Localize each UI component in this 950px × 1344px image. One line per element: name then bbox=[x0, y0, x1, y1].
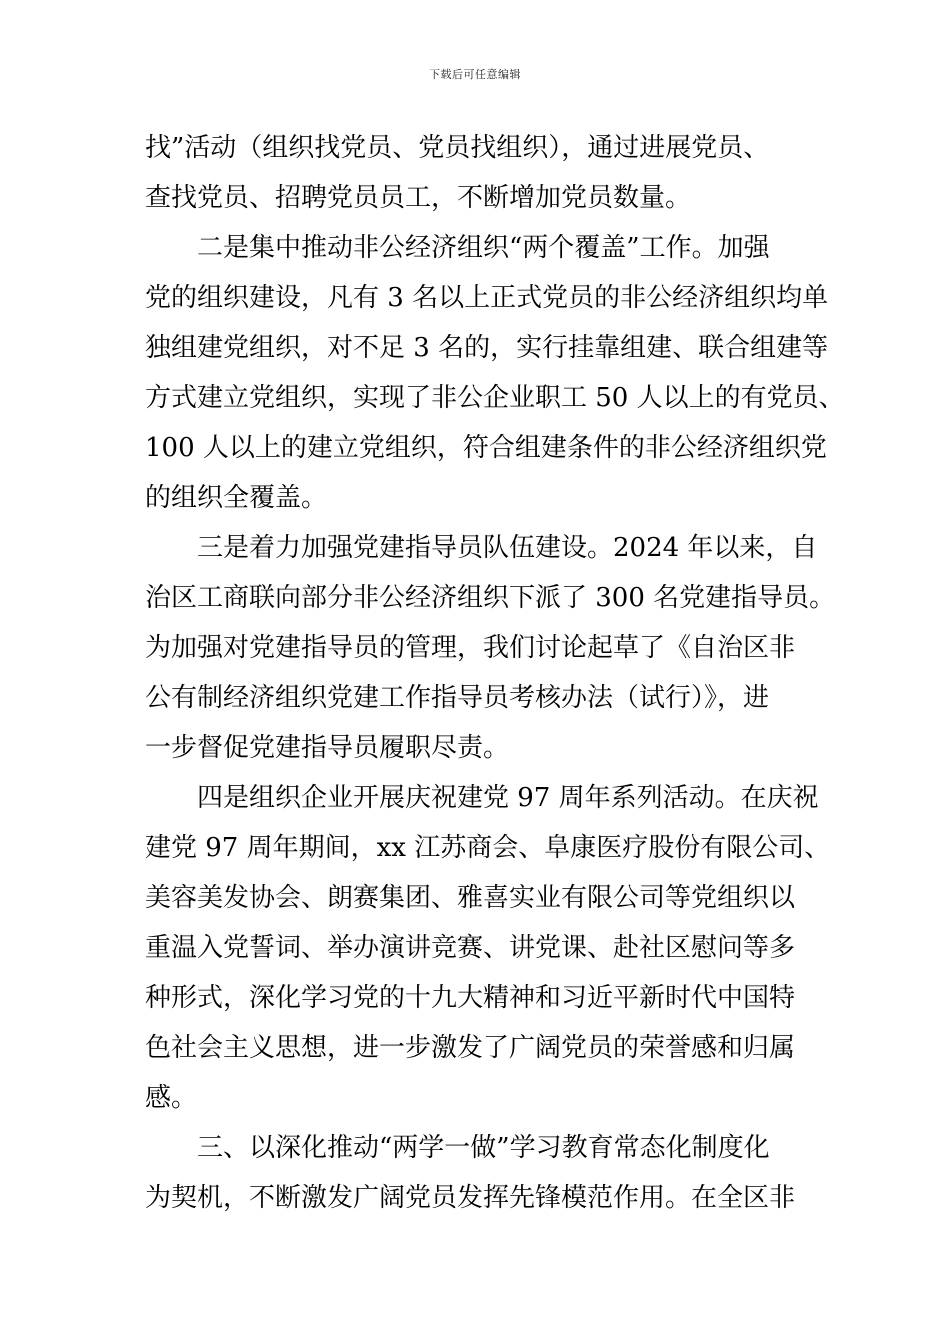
text-line: 重温入党誓词、举办演讲竞赛、讲党课、赴社区慰问等多 bbox=[145, 933, 796, 963]
text-line: 一步督促党建指导员履职尽责。 bbox=[145, 733, 510, 763]
text-line: 四是组织企业开展庆祝建党 97 周年系列活动。在庆祝 bbox=[197, 783, 819, 813]
text-line: 建党 97 周年期间，xx 江苏商会、阜康医疗股份有限公司、 bbox=[145, 833, 831, 863]
text-line: 方式建立党组织，实现了非公企业职工 50 人以上的有党员、 bbox=[145, 383, 845, 413]
text-line: 的组织全覆盖。 bbox=[145, 483, 328, 513]
text-line: 公有制经济组织党建工作指导员考核办法（试行）》，进 bbox=[145, 683, 770, 713]
text-line: 100 人以上的建立党组织，符合组建条件的非公经济组织党 bbox=[145, 433, 827, 463]
text-line: 色社会主义思想，进一步激发了广阔党员的荣誉感和归属 bbox=[145, 1033, 796, 1063]
text-line: 三、以深化推动“两学一做”学习教育常态化制度化 bbox=[197, 1133, 770, 1163]
text-line: 美容美发协会、朗赛集团、雅喜实业有限公司等党组织以 bbox=[145, 883, 796, 913]
text-line: 找”活动（组织找党员、党员找组织），通过进展党员、 bbox=[145, 133, 770, 163]
text-line: 为加强对党建指导员的管理，我们讨论起草了《自治区非 bbox=[145, 633, 796, 663]
text-line: 查找党员、招聘党员员工，不断增加党员数量。 bbox=[145, 183, 692, 213]
page-header: 下载后可任意编辑 bbox=[429, 68, 521, 81]
text-line: 为契机，不断激发广阔党员发挥先锋模范作用。在全区非 bbox=[145, 1183, 796, 1213]
document-body bbox=[145, 123, 845, 1223]
text-line: 治区工商联向部分非公经济组织下派了 300 名党建指导员。 bbox=[145, 583, 836, 613]
text-line: 感。 bbox=[145, 1083, 198, 1113]
text-line: 党的组织建设，凡有 3 名以上正式党员的非公经济组织均单 bbox=[145, 283, 829, 313]
text-line: 种形式，深化学习党的十九大精神和习近平新时代中国特 bbox=[145, 983, 796, 1013]
text-line: 独组建党组织，对不足 3 名的，实行挂靠组建、联合组建等 bbox=[145, 333, 829, 363]
text-line: 二是集中推动非公经济组织“两个覆盖”工作。加强 bbox=[197, 233, 770, 263]
text-line: 三是着力加强党建指导员队伍建设。2024 年以来，自 bbox=[197, 533, 818, 563]
